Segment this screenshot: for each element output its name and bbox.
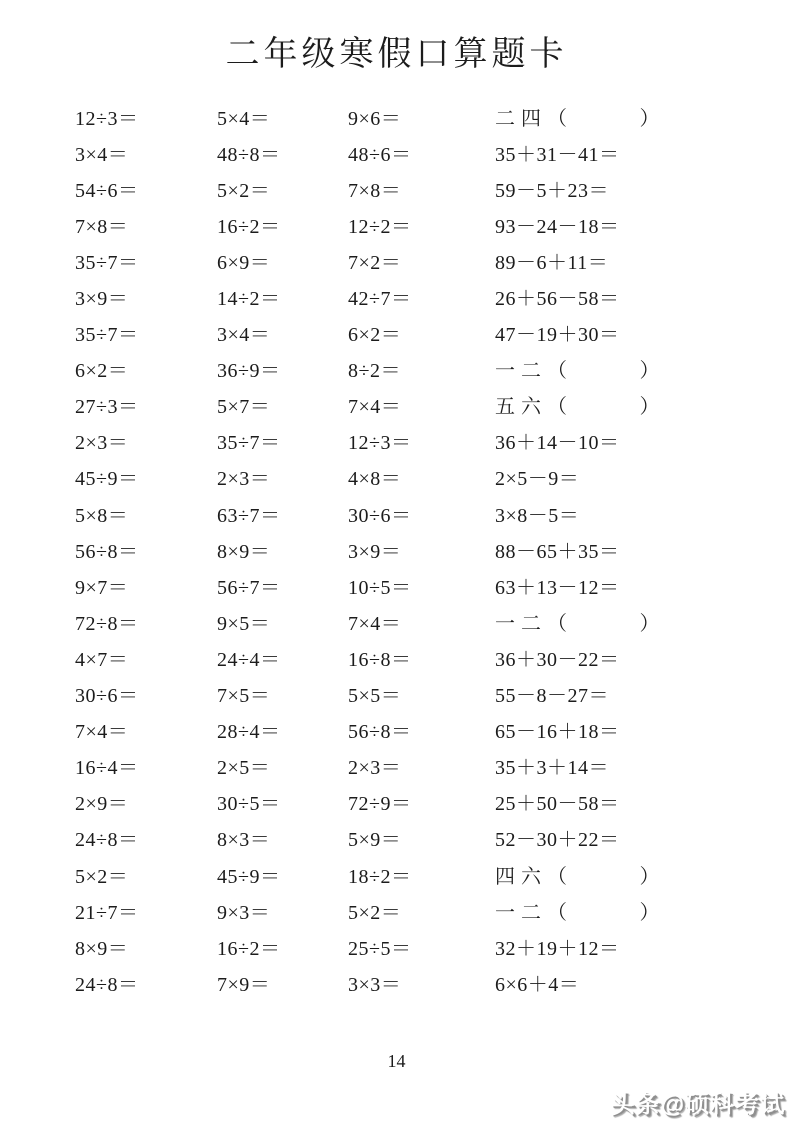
- problem-cell: 35÷7＝: [75, 251, 139, 274]
- problem-cell: 35＋3＋14＝: [495, 757, 609, 780]
- problem-cell: 2×5－9＝: [495, 468, 580, 491]
- problem-cell: 6×9＝: [217, 251, 271, 274]
- problem-cell: 21÷7＝: [75, 901, 139, 924]
- problem-cell: 7×4＝: [348, 396, 402, 419]
- problem-cell: 2×3＝: [217, 468, 271, 491]
- problem-cell: 3×4＝: [217, 324, 271, 347]
- problem-cell: [495, 390, 785, 419]
- page-title: 二年级寒假口算题卡: [225, 36, 568, 73]
- multiplication-rhyme-label: 一 二 （: [495, 901, 568, 924]
- problem-cell: 59－5＋23＝: [495, 179, 609, 202]
- problem-cell: 7×5＝: [217, 685, 271, 708]
- problem-cell: 45÷9＝: [217, 865, 281, 888]
- problem-cell: 3×9＝: [75, 288, 129, 311]
- close-paren: ）: [639, 865, 660, 888]
- problem-cell: 9×5＝: [217, 612, 271, 635]
- problem-cell: 12÷2＝: [348, 215, 412, 238]
- problem-cell: 72÷8＝: [75, 612, 139, 635]
- close-paren: ）: [639, 396, 660, 419]
- problem-cell: 56÷7＝: [217, 576, 281, 599]
- problems-grid: [75, 98, 785, 1000]
- problem-cell: 8×9＝: [217, 540, 271, 563]
- problem-cell: 4×7＝: [75, 648, 129, 671]
- problem-cell: 42÷7＝: [348, 288, 412, 311]
- problem-cell: 36＋14－10＝: [495, 432, 620, 455]
- problem-cell: 3×8－5＝: [495, 504, 580, 527]
- problem-cell: 48÷8＝: [217, 143, 281, 166]
- problem-cell: [495, 102, 785, 131]
- multiplication-rhyme-label: 一 二 （: [495, 360, 568, 383]
- problem-cell: 14÷2＝: [217, 288, 281, 311]
- problem-cell: 6×2＝: [75, 360, 129, 383]
- problem-cell: 27÷3＝: [75, 396, 139, 419]
- problem-cell: 55－8－27＝: [495, 685, 609, 708]
- problem-cell: 24÷8＝: [75, 829, 139, 852]
- problem-cell: 18÷2＝: [348, 865, 412, 888]
- problem-cell: [495, 354, 785, 383]
- problem-cell: 48÷6＝: [348, 143, 412, 166]
- problem-cell: 52－30＋22＝: [495, 829, 620, 852]
- problem-cell: 3×3＝: [348, 973, 402, 996]
- problem-cell: 2×9＝: [75, 793, 129, 816]
- problem-cell: 7×4＝: [75, 721, 129, 744]
- multiplication-rhyme-label: 五 六 （: [495, 396, 568, 419]
- problem-cell: 36÷9＝: [217, 360, 281, 383]
- problem-cell: [495, 607, 785, 636]
- problem-cell: 28÷4＝: [217, 721, 281, 744]
- problem-cell: 5×5＝: [348, 685, 402, 708]
- problem-cell: 5×4＝: [217, 107, 271, 130]
- problem-cell: 26＋56－58＝: [495, 288, 620, 311]
- close-paren: ）: [639, 612, 660, 635]
- problem-cell: 5×2＝: [348, 901, 402, 924]
- problem-cell: 12÷3＝: [348, 432, 412, 455]
- problem-cell: 30÷6＝: [348, 504, 412, 527]
- problem-cell: 89－6＋11＝: [495, 251, 609, 274]
- problem-cell: 72÷9＝: [348, 793, 412, 816]
- problem-cell: 6×2＝: [348, 324, 402, 347]
- close-paren: ）: [639, 107, 660, 130]
- problem-cell: [495, 896, 785, 925]
- problem-cell: 3×4＝: [75, 143, 129, 166]
- problem-cell: 7×8＝: [348, 179, 402, 202]
- problem-cell: 5×2＝: [217, 179, 271, 202]
- multiplication-rhyme-label: 一 二 （: [495, 612, 568, 635]
- problem-cell: 5×9＝: [348, 829, 402, 852]
- problem-cell: 25÷5＝: [348, 937, 412, 960]
- problem-cell: 7×4＝: [348, 612, 402, 635]
- multiplication-rhyme-label: 二 四 （: [495, 107, 568, 130]
- problem-cell: 88－65＋35＝: [495, 540, 620, 563]
- problem-cell: 65－16＋18＝: [495, 721, 620, 744]
- problem-cell: 63＋13－12＝: [495, 576, 620, 599]
- problem-cell: 2×3＝: [75, 432, 129, 455]
- problem-cell: 16÷2＝: [217, 937, 281, 960]
- problem-cell: 30÷5＝: [217, 793, 281, 816]
- problem-cell: 7×2＝: [348, 251, 402, 274]
- problem-cell: 9×6＝: [348, 107, 402, 130]
- problem-cell: 16÷8＝: [348, 648, 412, 671]
- problem-cell: 54÷6＝: [75, 179, 139, 202]
- problem-cell: 36＋30－22＝: [495, 648, 620, 671]
- problem-cell: 56÷8＝: [75, 540, 139, 563]
- problem-cell: 2×5＝: [217, 757, 271, 780]
- problem-cell: 8×9＝: [75, 937, 129, 960]
- problem-cell: 7×8＝: [75, 215, 129, 238]
- multiplication-rhyme-label: 四 六 （: [495, 865, 568, 888]
- problem-cell: [495, 860, 785, 889]
- close-paren: ）: [639, 901, 660, 924]
- problem-cell: 8÷2＝: [348, 360, 401, 383]
- problem-cell: 2×3＝: [348, 757, 402, 780]
- problem-cell: 5×8＝: [75, 504, 129, 527]
- watermark: 头条@硕科考试: [610, 1091, 785, 1118]
- problem-cell: 35÷7＝: [217, 432, 281, 455]
- problem-cell: 7×9＝: [217, 973, 271, 996]
- problem-cell: 35＋31－41＝: [495, 143, 620, 166]
- problem-cell: 12÷3＝: [75, 107, 139, 130]
- problem-cell: 3×9＝: [348, 540, 402, 563]
- problem-cell: 45÷9＝: [75, 468, 139, 491]
- problem-cell: 30÷6＝: [75, 685, 139, 708]
- problem-cell: 24÷8＝: [75, 973, 139, 996]
- close-paren: ）: [639, 360, 660, 383]
- problem-cell: 10÷5＝: [348, 576, 412, 599]
- problem-cell: 16÷2＝: [217, 215, 281, 238]
- page-number: 14: [387, 1051, 406, 1071]
- problem-cell: 24÷4＝: [217, 648, 281, 671]
- problem-cell: 47－19＋30＝: [495, 324, 620, 347]
- problem-cell: 9×7＝: [75, 576, 129, 599]
- problem-cell: 35÷7＝: [75, 324, 139, 347]
- problem-cell: 63÷7＝: [217, 504, 281, 527]
- problem-cell: 16÷4＝: [75, 757, 139, 780]
- problem-cell: 93－24－18＝: [495, 215, 620, 238]
- problem-cell: 56÷8＝: [348, 721, 412, 744]
- problem-cell: 4×8＝: [348, 468, 402, 491]
- problem-cell: 5×7＝: [217, 396, 271, 419]
- problem-cell: 5×2＝: [75, 865, 129, 888]
- problem-cell: 25＋50－58＝: [495, 793, 620, 816]
- problem-cell: 8×3＝: [217, 829, 271, 852]
- problem-cell: 9×3＝: [217, 901, 271, 924]
- problem-cell: 6×6＋4＝: [495, 973, 580, 996]
- problem-cell: 32＋19＋12＝: [495, 937, 620, 960]
